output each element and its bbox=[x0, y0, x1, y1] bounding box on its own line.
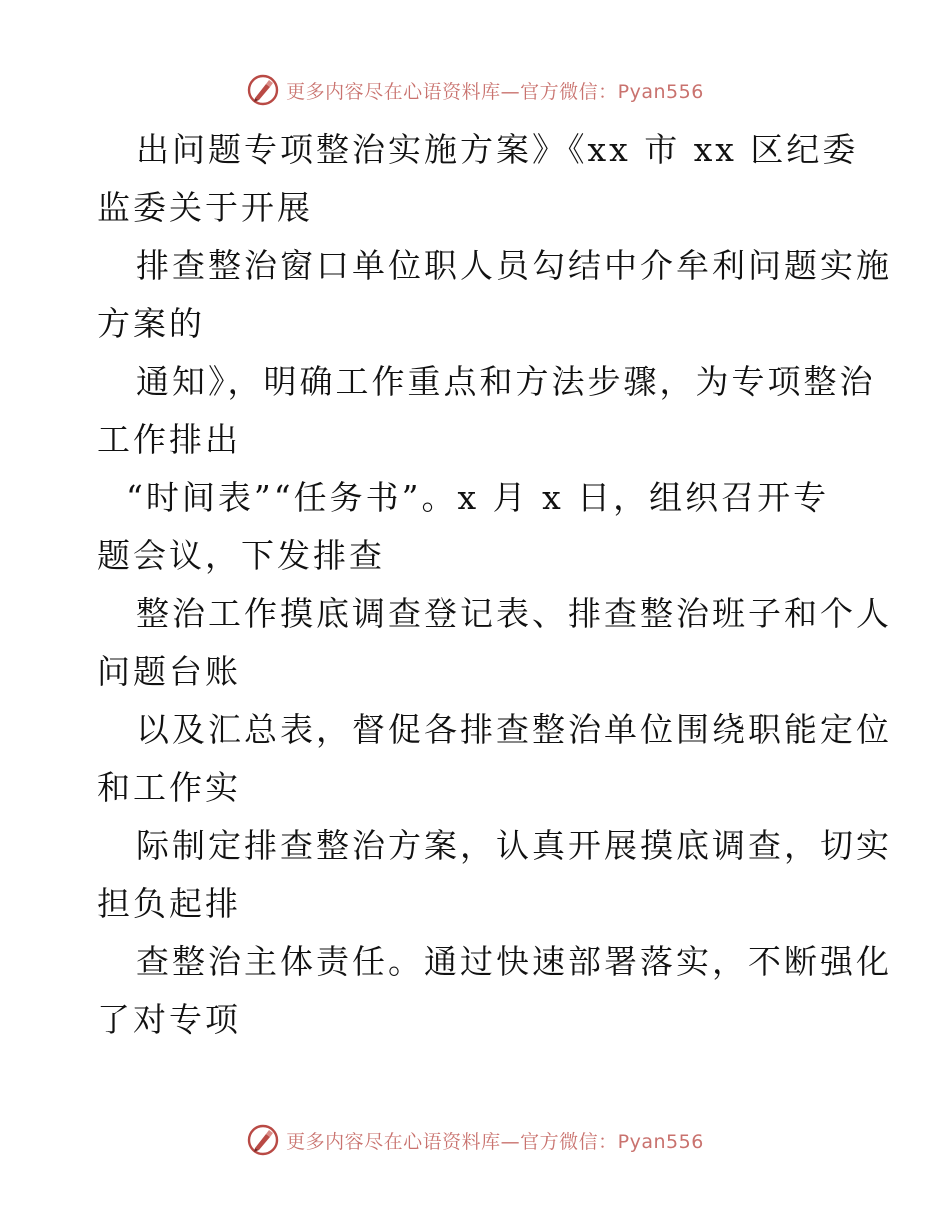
paragraph-line: 通知》，明确工作重点和方法步骤，为专项整治 bbox=[136, 362, 876, 401]
watermark-text: 更多内容尽在心语资料库—官方微信：Pyan556 bbox=[286, 1130, 704, 1153]
paragraph-line: 问题台账 bbox=[97, 652, 241, 691]
watermark-footer bbox=[0, 1120, 950, 1160]
paragraph-line: 和工作实 bbox=[97, 768, 241, 807]
paragraph-line: 以及汇总表，督促各排查整治单位围绕职能定位 bbox=[136, 710, 892, 749]
pen-logo-icon bbox=[246, 73, 280, 107]
paragraph-line: 题会议，下发排查 bbox=[97, 536, 385, 575]
paragraph-line: 整治工作摸底调查登记表、排查整治班子和个人 bbox=[136, 594, 892, 633]
paragraph-line: 了对专项 bbox=[97, 1000, 241, 1039]
paragraph-line: “时间表”“任务书”。x 月 x 日，组织召开专 bbox=[126, 478, 830, 517]
paragraph-line: 方案的 bbox=[97, 304, 205, 343]
watermark-text: 更多内容尽在心语资料库—官方微信：Pyan556 bbox=[286, 80, 704, 103]
watermark-header bbox=[0, 70, 950, 110]
pen-logo-icon bbox=[246, 1123, 280, 1157]
paragraph-line: 工作排出 bbox=[97, 420, 241, 459]
paragraph-line: 监委关于开展 bbox=[97, 188, 313, 227]
paragraph-line: 际制定排查整治方案，认真开展摸底调查，切实 bbox=[136, 826, 892, 865]
paragraph-line: 查整治主体责任。通过快速部署落实，不断强化 bbox=[136, 942, 892, 981]
paragraph-line: 排查整治窗口单位职人员勾结中介牟利问题实施 bbox=[136, 246, 892, 285]
paragraph-line: 担负起排 bbox=[97, 884, 241, 923]
paragraph-line: 出问题专项整治实施方案》《xx 市 xx 区纪委 bbox=[136, 130, 859, 169]
